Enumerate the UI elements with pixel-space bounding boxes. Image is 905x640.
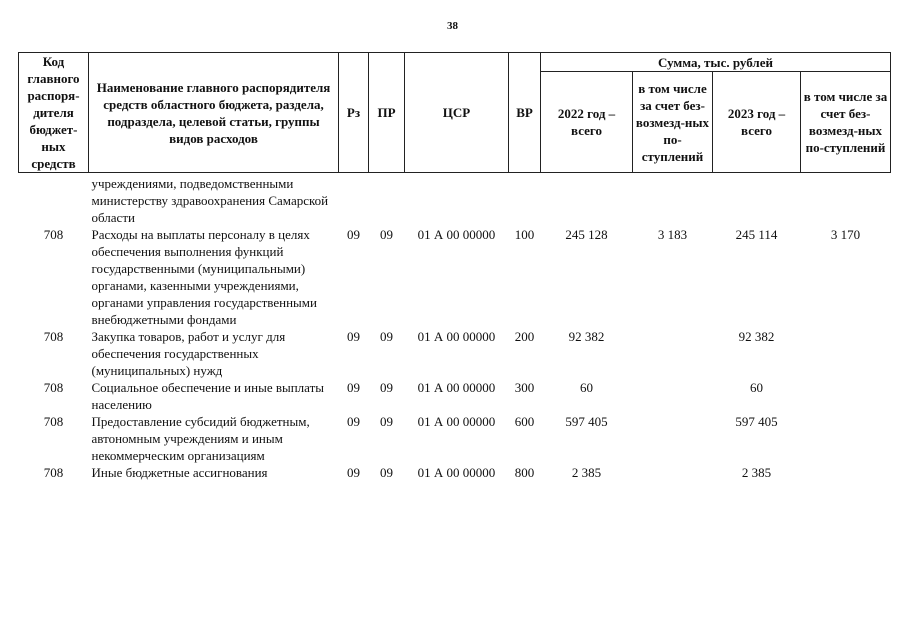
header-pr: ПР xyxy=(369,53,405,173)
cell-name: Предоставление субсидий бюджетным, автономным учреждениям и иным некоммерческим организациям xyxy=(91,414,310,463)
cell-2023-free xyxy=(801,464,891,481)
cell-2023-free xyxy=(801,328,891,379)
cell-pr: 09 xyxy=(380,380,393,395)
cell-name: Социальное обеспечение и иные выплаты населению xyxy=(91,380,325,412)
cell-name: Расходы на выплаты персоналу в целях обеспечения выполнения функций государственными (муниципальными) органами, казенными учреждениями, органами управления государственными внебюджетными фондами xyxy=(91,227,317,327)
cell-2022-free xyxy=(633,464,713,481)
cell-rz: 09 xyxy=(347,380,360,395)
cell-vr: 100 xyxy=(514,227,535,242)
cell-code xyxy=(19,173,89,227)
cell-code: 708 xyxy=(43,227,64,242)
cell-2023-free xyxy=(801,413,891,464)
cell-pr xyxy=(369,173,405,227)
cell-csr: 01 А 00 00000 xyxy=(417,465,496,480)
cell-2022-total: 2 385 xyxy=(571,465,602,480)
cell-2023-total: 60 xyxy=(750,380,763,395)
header-name: Наименование главного распорядителя средств областного бюджета, раздела, подраздела, целевой статьи, группы видов расходов xyxy=(89,53,339,173)
cell-rz: 09 xyxy=(347,465,360,480)
cell-code: 708 xyxy=(43,329,64,344)
cell-2023-free xyxy=(801,379,891,413)
cell-vr: 300 xyxy=(514,380,535,395)
cell-csr xyxy=(405,173,509,227)
cell-pr: 09 xyxy=(380,227,393,242)
header-2022-total: 2022 год – всего xyxy=(541,72,633,173)
cell-pr: 09 xyxy=(380,465,393,480)
cell-name: Закупка товаров, работ и услуг для обеспечения государственных (муниципальных) нужд xyxy=(91,329,286,378)
cell-vr: 800 xyxy=(514,465,535,480)
cell-code: 708 xyxy=(43,380,64,395)
cell-2022-total: 60 xyxy=(580,380,593,395)
cell-rz: 09 xyxy=(347,329,360,344)
cell-pr: 09 xyxy=(380,414,393,429)
table-row xyxy=(19,413,891,464)
page-number: 38 xyxy=(447,20,458,32)
header-row-top xyxy=(19,53,891,72)
cell-2023-total: 92 382 xyxy=(738,329,775,344)
cell-vr: 200 xyxy=(514,329,535,344)
cell-2023-free xyxy=(801,173,891,227)
cell-csr: 01 А 00 00000 xyxy=(417,380,496,395)
cell-name: Иные бюджетные ассигнования xyxy=(91,465,268,480)
header-2022-free: в том числе за счет без-возмезд-ных по-ступлений xyxy=(633,72,713,173)
cell-csr: 01 А 00 00000 xyxy=(417,227,496,242)
table-row xyxy=(19,328,891,379)
header-rz: Рз xyxy=(339,53,369,173)
table-row xyxy=(19,379,891,413)
cell-csr: 01 А 00 00000 xyxy=(417,329,496,344)
header-2023-free: в том числе за счет без-возмезд-ных по-ступлений xyxy=(801,72,891,173)
cell-2022-total: 92 382 xyxy=(568,329,605,344)
cell-rz: 09 xyxy=(347,227,360,242)
cell-2023-total: 2 385 xyxy=(741,465,772,480)
table-row xyxy=(19,173,891,227)
cell-csr: 01 А 00 00000 xyxy=(417,414,496,429)
table-row xyxy=(19,464,891,481)
cell-2023-free: 3 170 xyxy=(830,227,861,242)
cell-2022-total: 597 405 xyxy=(565,414,608,429)
cell-2022-free: 3 183 xyxy=(657,227,688,242)
cell-rz: 09 xyxy=(347,414,360,429)
header-vr: ВР xyxy=(509,53,541,173)
cell-2022-free xyxy=(633,413,713,464)
table-row xyxy=(19,226,891,328)
cell-2022-free xyxy=(633,379,713,413)
cell-2023-total: 245 114 xyxy=(735,227,778,242)
cell-pr: 09 xyxy=(380,329,393,344)
header-sum: Сумма, тыс. рублей xyxy=(541,53,891,72)
cell-vr: 600 xyxy=(514,414,535,429)
cell-2023-total xyxy=(713,173,801,227)
cell-code: 708 xyxy=(43,465,64,480)
cell-2022-free xyxy=(633,328,713,379)
header-code: Код главного распоря-дителя бюджет-ных средств xyxy=(19,53,89,173)
cell-vr xyxy=(509,173,541,227)
cell-2022-free xyxy=(633,173,713,227)
header-csr: ЦСР xyxy=(405,53,509,173)
cell-rz xyxy=(339,173,369,227)
cell-code: 708 xyxy=(43,414,64,429)
budget-table xyxy=(18,52,891,481)
cell-2022-total: 245 128 xyxy=(565,227,608,242)
cell-2023-total: 597 405 xyxy=(735,414,778,429)
cell-2022-total xyxy=(541,173,633,227)
cell-name: учреждениями, подведомственными министерству здравоохранения Самарской области xyxy=(91,176,329,225)
header-2023-total: 2023 год – всего xyxy=(713,72,801,173)
